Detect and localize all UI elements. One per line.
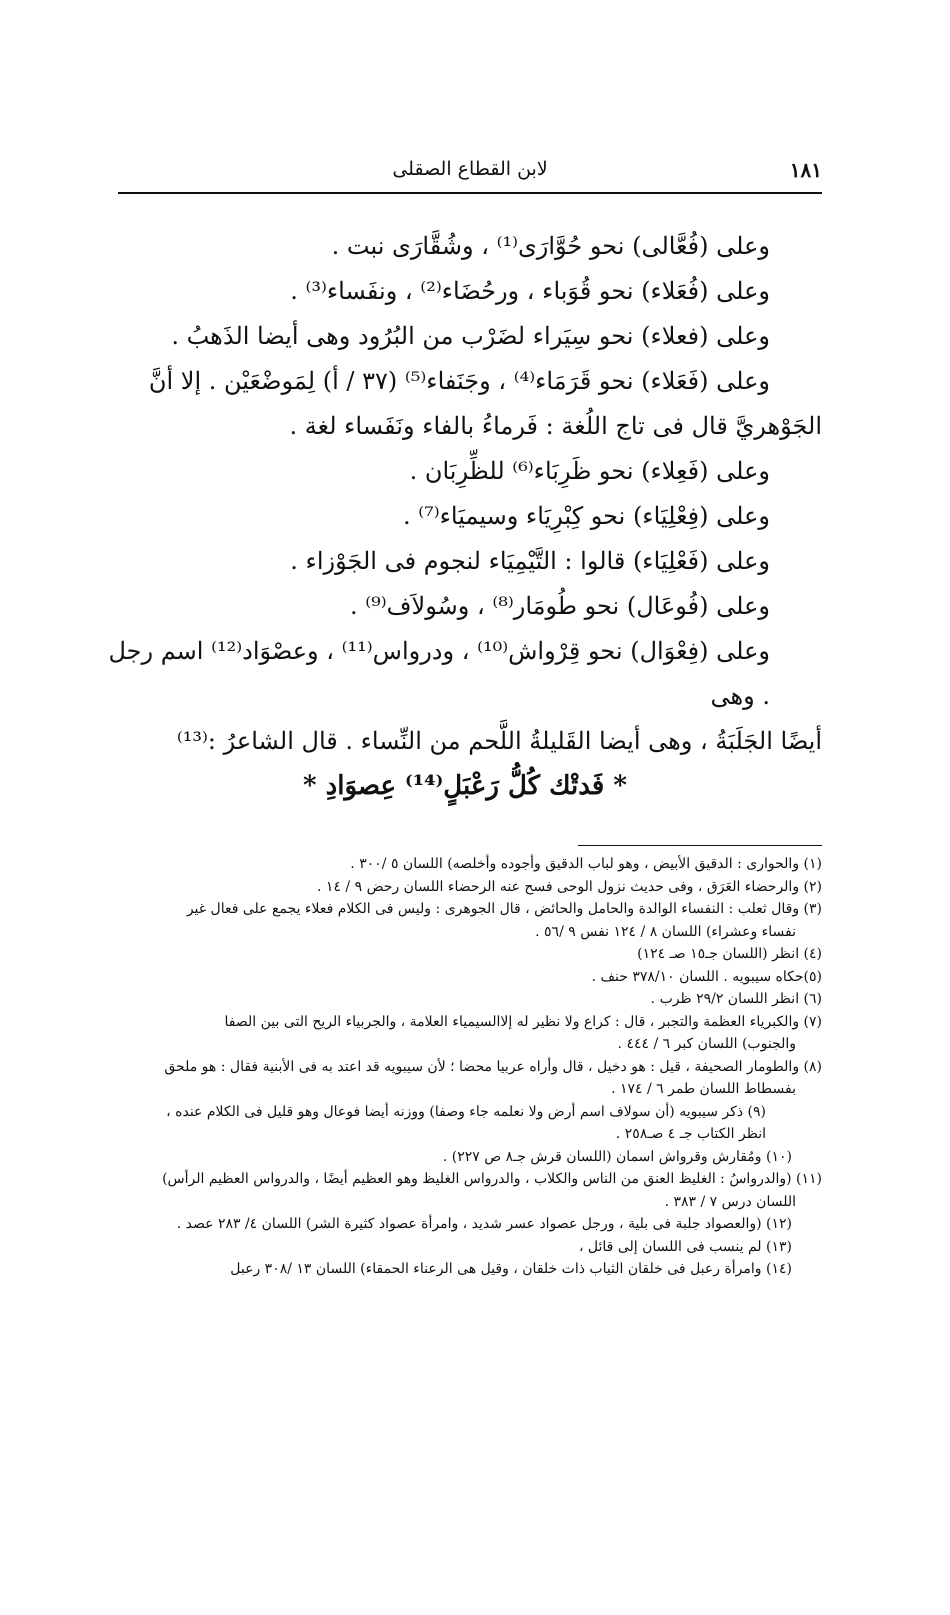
page-header — [118, 158, 822, 188]
text-line: وعلى (فِعْوَال) نحو قِرْواش⁽¹⁰⁾ ، ودرواس⁽¹¹⁾ ، وعصْوَاد⁽¹²⁾ اسم رجل . وهى — [108, 637, 770, 710]
footnote: (٢) والرحضاء العَرَق ، وفى حديث نزول الوحى فسح عنه الرحضاء اللسان رحض ٩ / ١٤ . — [317, 878, 822, 895]
text-line: وعلى (فَعَلاء) نحو قَرَمَاء⁽⁴⁾ ، وجَنَفاء⁽⁵⁾ (٣٧ / أ) لِمَوضْعَيْن . إلا أنَّ — [148, 367, 770, 395]
main-text — [108, 224, 822, 809]
footnote: (٥)حكاه سيبويه . اللسان ٣٧٨/١٠ حنف . — [591, 968, 822, 985]
running-title: لابن القطاع الصقلى — [392, 158, 548, 180]
text-line: أيضًا الجَلَبَةُ ، وهى أيضا القَليلةُ اللَّحم من النِّساء . قال الشاعرُ :⁽¹³⁾ — [176, 727, 822, 755]
footnote-continuation: نفساء وعشراء) اللسان ٨ / ١٢٤ نفس ٩ /٥٦ . — [535, 923, 796, 940]
text-line: وعلى (فَعِلاء) نحو ظَرِبَاء⁽⁶⁾ للظِّرِبَان . — [409, 457, 770, 485]
footnote: (١٤) وامرأة رعبل فى خلقان الثياب ذات خلقان ، وقيل هى الرعناء الحمقاء) اللسان ١٣ /٣٠٨ رعبل — [230, 1261, 792, 1277]
footnote: (١) والحوارى : الدقيق الأبيض ، وهو لباب الدقيق وأجوده وأخلصه) اللسان ٥ /٣٠٠ . — [350, 856, 822, 872]
text-line: الجَوْهريَّ قال فى تاج اللُغة : فَرماءُ بالفاء ونَفَساء لغة . — [289, 412, 822, 440]
footnotes — [104, 853, 822, 1281]
footnote: (٨) والطومار الصحيفة ، قيل : هو دخيل ، قال وأراه عربيا محضا ؛ لأن سيبويه قد اعتد به فى الأبنية فقال : هو ملحق — [164, 1058, 822, 1075]
footnote-continuation: بفسطاط اللسان طمر ٦ / ١٧٤ . — [611, 1081, 796, 1097]
footnote: (١١) (والدرواسُ : الغليظ العنق من الناس والكلاب ، والدرواس الغليظ وهو العظيم أيضًا ، والدرواس العظيم الرأس) — [162, 1171, 822, 1187]
header-rule — [118, 192, 822, 194]
footnote: (٩) ذكر سيبويه (أن سولاف اسم أرض ولا نعلمه جاء وصفا) ووزنه أيضا فوعال وهو قليل فى الكلام عنده ، — [166, 1103, 766, 1120]
footnote-continuation: اللسان درس ٧ / ٣٨٣ . — [664, 1193, 796, 1210]
text-line: وعلى (فعلاء) نحو سِيَراء لضَرْب من البُرُود وهى أيضا الذَهبُ . — [171, 322, 770, 350]
footnote: (٤) انظر (اللسان جـ١٥ صـ ١٢٤) — [637, 946, 822, 962]
footnote: (١٣) لم ينسب فى اللسان إلى قائل ، — [578, 1238, 792, 1255]
footnote: (٣) وقال ثعلب : النفساء الوالدة والحامل والحائض ، قال الجوهرى : وليس فى الكلام فعلاء يجمع على فعال غير — [186, 901, 822, 917]
footnote-separator — [578, 845, 822, 846]
footnote: (١٢) (والعصواد جلبة فى بلية ، ورجل عصواد عسر شديد ، وامرأة عصواد كثيرة الشر) اللسان ٤/ ٢٨٣ عصد . — [176, 1216, 792, 1232]
text-line: وعلى (فُعَّالى) نحو حُوَّارَى⁽¹⁾ ، وشُقَّارَى نبت . — [331, 232, 770, 260]
footnote-continuation: والجنوب) اللسان كبر ٦ / ٤٤٤ . — [617, 1036, 796, 1052]
page-number: ١٨١ — [789, 158, 822, 182]
text-line: وعلى (فُعَلاء) نحو قُوَباء ، ورحُضَاء⁽²⁾ ، ونفَساء⁽³⁾ . — [290, 277, 770, 305]
poetry-verse: * فَدتْك كُلُّ رَعْبَلٍ⁽¹⁴⁾ عِصوَادِ * — [303, 771, 627, 801]
footnote: (٦) انظر اللسان ٢٩/٢ ظرب . — [650, 991, 822, 1007]
footnote: (١٠) ومُقارش وقرواش اسمان (اللسان قرش جـ٨ ص ٢٢٧) . — [442, 1148, 792, 1165]
text-line: وعلى (فَعْلِيَاء) قالوا : التَّيْمِيَاء لنجوم فى الجَوْزاء . — [290, 547, 770, 575]
footnote: (٧) والكبرياء العظمة والتجبر ، قال : كراع ولا نظير له إلاالسيمياء العلامة ، والجربياء الريح التى بين الصفا — [224, 1013, 822, 1030]
footnote-continuation: انظر الكتاب جـ ٤ صـ٢٥٨ . — [615, 1126, 766, 1142]
text-line: وعلى (فِعْلِيَاء) نحو كِبْرِيَاء وسيميَاء⁽⁷⁾ . — [402, 502, 770, 530]
text-line: وعلى (فُوعَال) نحو طُومَار⁽⁸⁾ ، وسُولاَف⁽⁹⁾ . — [349, 592, 770, 620]
